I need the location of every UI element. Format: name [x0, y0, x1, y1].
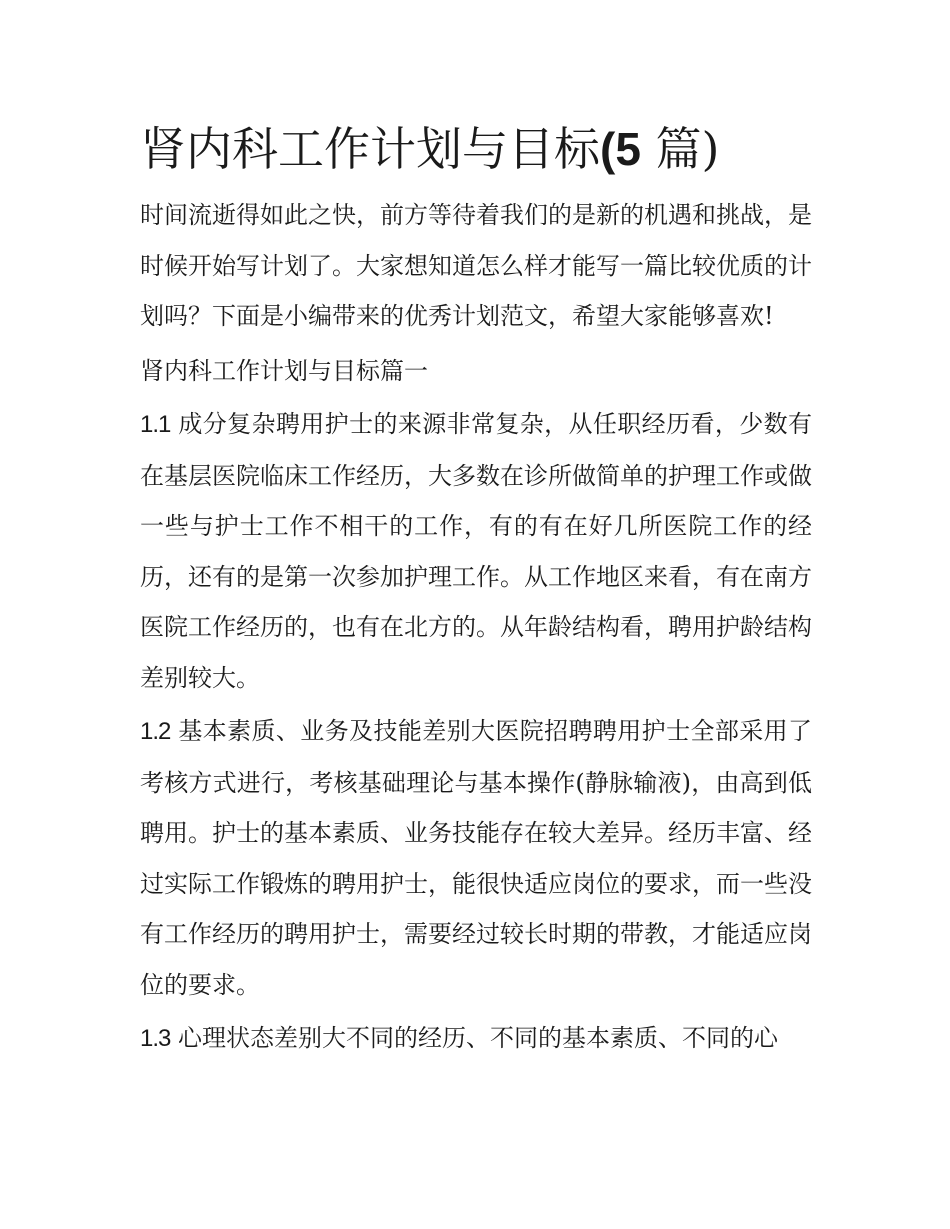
item-text: 成分复杂聘用护士的来源非常复杂，从任职经历看，少数有在基层医院临床工作经历，大多数在诊所做简单的护理工作或做一些与护士工作不相干的工作，有的有在好几所医院工作的经历，还有的是第一次参加护理工作。从工作地区来看，有在南方医院工作经历的，也有在北方的。从年龄结构看，聘用护龄结构差别较大。 — [140, 410, 812, 692]
list-item-1-3 — [140, 1013, 812, 1065]
intro-paragraph: 时间流逝得如此之快，前方等待着我们的是新的机遇和挑战，是时候开始写计划了。大家想知道怎么样才能写一篇比较优质的计划吗？下面是小编带来的优秀计划范文，希望大家能够喜欢! — [140, 201, 812, 330]
document-page — [140, 112, 812, 1065]
item-text: 心理状态差别大不同的经历、不同的基本素质、不同的心 — [170, 1024, 779, 1052]
document-title — [140, 112, 812, 186]
list-item-1-1 — [140, 399, 812, 703]
title-prefix: 肾内科工作计划与目标 — [140, 122, 600, 176]
item-text: 基本素质、业务及技能差别大医院招聘聘用护士全部采用了考核方式进行，考核基础理论与基本操作(静脉输液)，由高到低聘用。护士的基本素质、业务技能存在较大差异。经历丰富、经过实际工作锻炼的聘用护士，能很快适应岗位的要求，而一些没有工作经历的聘用护士，需要经过较长时期的带教，才能适应岗位的要求。 — [140, 717, 812, 999]
title-count: 5 — [615, 123, 641, 175]
section-heading: 肾内科工作计划与目标篇一 — [140, 356, 428, 385]
item-number: 1.3 — [140, 1025, 171, 1052]
title-suffix: 篇) — [640, 122, 720, 176]
title-paren-open: ( — [600, 123, 616, 175]
item-number: 1.1 — [140, 411, 171, 438]
list-item-1-2 — [140, 706, 812, 1010]
item-number: 1.2 — [140, 718, 171, 745]
